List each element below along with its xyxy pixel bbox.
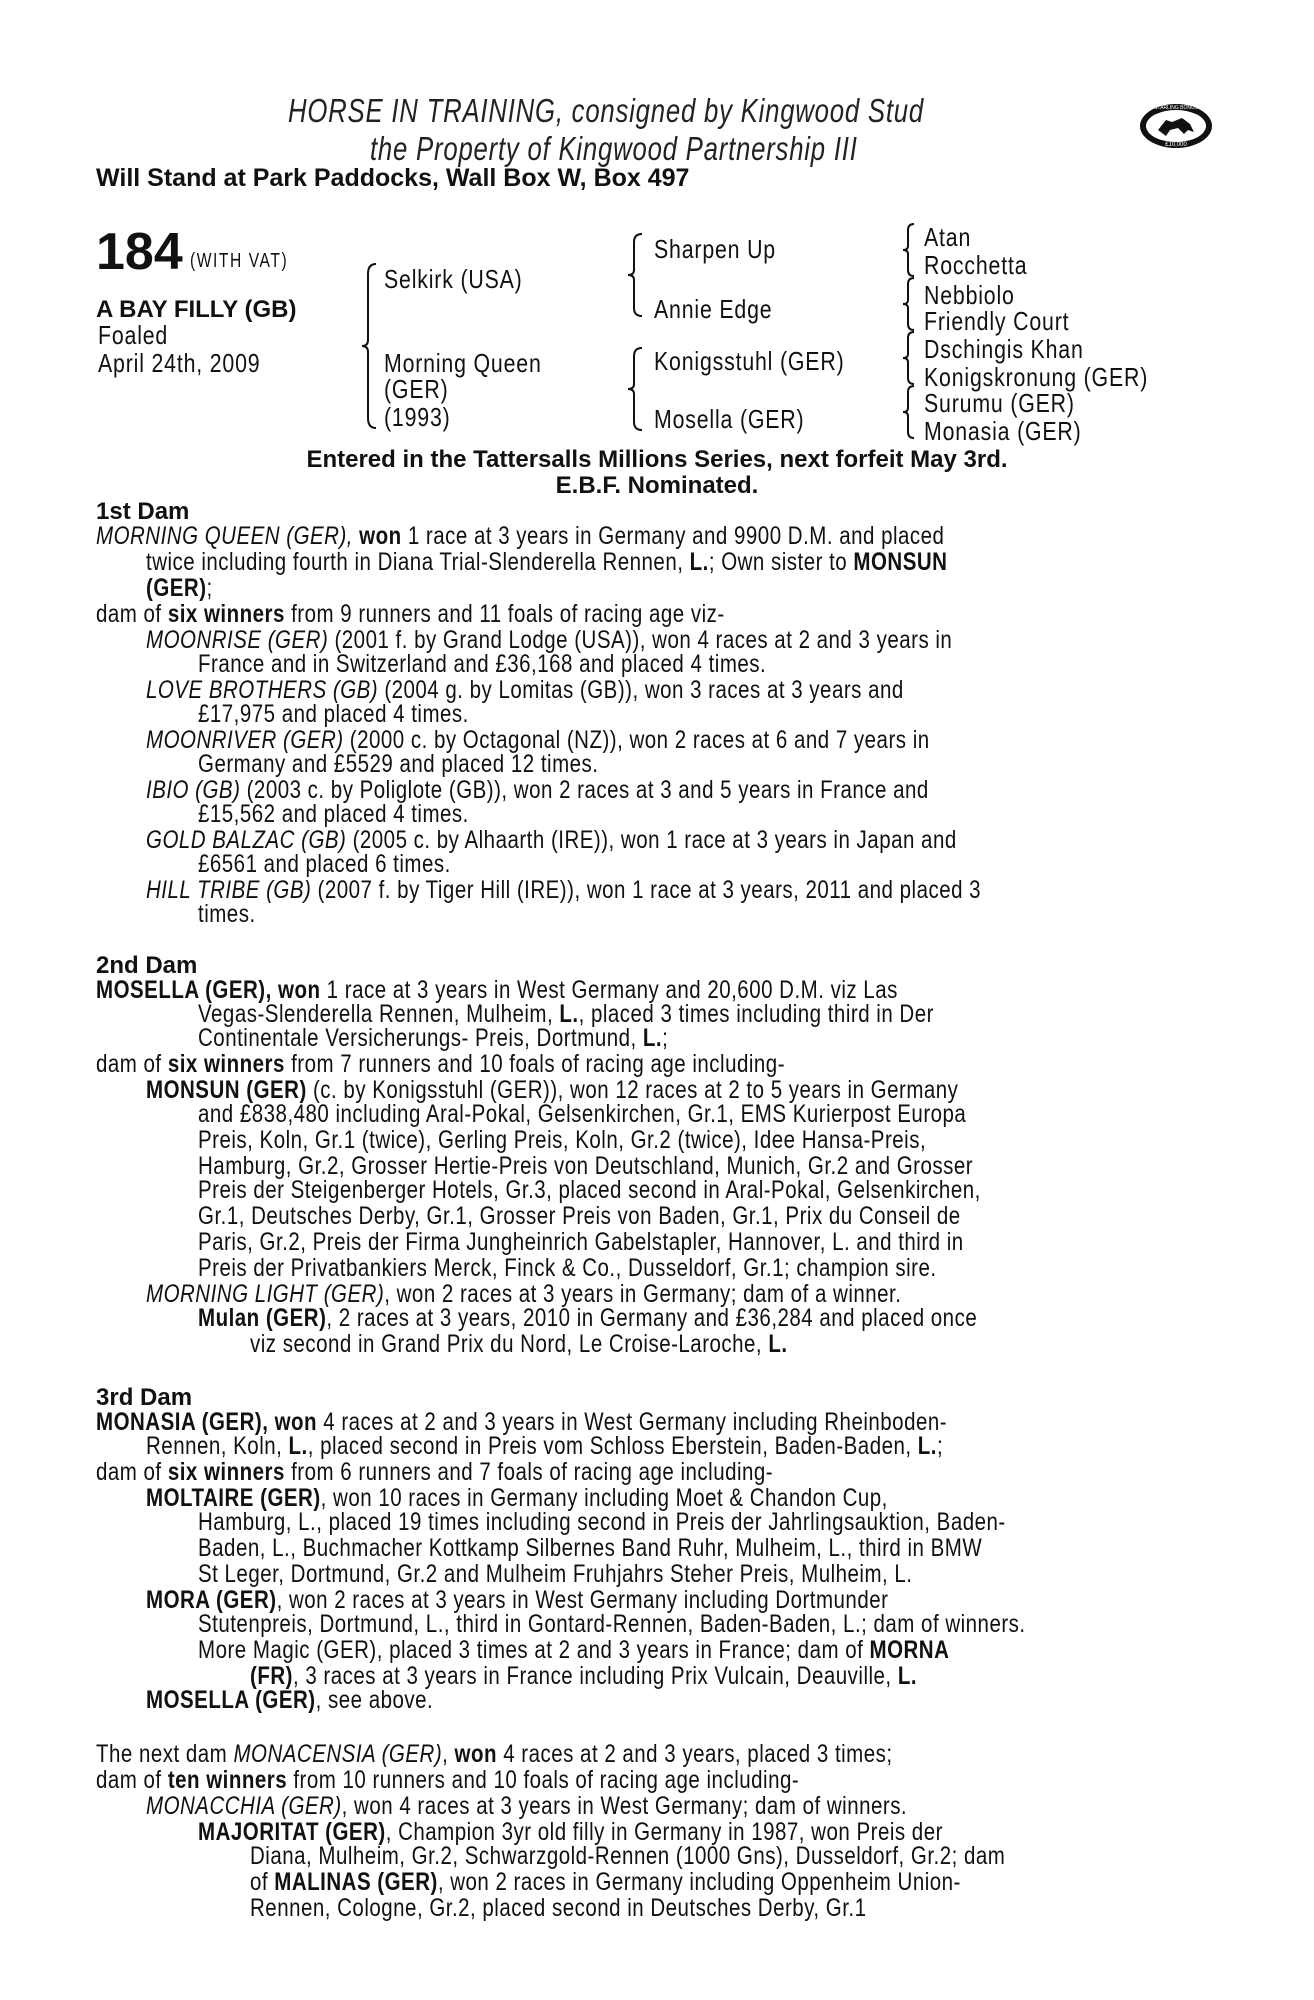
pedigree-sss: Atan (924, 222, 972, 252)
bracket-gg-2 (900, 276, 918, 332)
pedigree-sdd: Friendly Court (924, 306, 1070, 336)
horse-name: A BAY FILLY (GB) (96, 296, 297, 323)
monsun-line-5: Preis der Steigenberger Hotels, Gr.3, placed second in Aral-Pokal, Gelsenkirchen, (198, 1176, 981, 1204)
pedigree-ssd: Rocchetta (924, 250, 1028, 280)
progeny-5-line-2: £6561 and placed 6 times. (198, 850, 451, 878)
section-1st-dam: 1st Dam (96, 498, 190, 525)
pedigree-dam-line-1: Morning Queen (384, 348, 542, 378)
dam3-line-2: Rennen, Koln, L., placed second in Preis vom Schloss Eberstein, Baden-Baden, L.; (146, 1432, 944, 1460)
moltaire-line-4: St Leger, Dortmund, Gr.2 and Mulheim Fruhjahrs Steher Preis, Mulheim, L. (198, 1560, 913, 1588)
dam1-line-3: (GER); (146, 574, 213, 602)
mora-line-1: MORA (GER), won 2 races at 3 years in West Germany including Dortmunder (146, 1586, 889, 1614)
svg-text:£10,000: £10,000 (1165, 142, 1187, 148)
monsun-line-4: Hamburg, Gr.2, Grosser Hertie-Preis von Deutschland, Munich, Gr.2 and Grosser (198, 1152, 974, 1180)
mulan-line-1: Mulan (GER), 2 races at 3 years, 2010 in Germany and £36,284 and placed once (198, 1304, 978, 1332)
progeny-3-line-1: MOONRIVER (GER) (2000 c. by Octagonal (NZ)), won 2 races at 6 and 7 years in (146, 726, 930, 754)
dam3-line-3: dam of six winners from 6 runners and 7 foals of racing age including- (96, 1458, 774, 1486)
dam4-line-1: The next dam MONACENSIA (GER), won 4 races at 2 and 3 years, placed 3 times; (96, 1740, 893, 1768)
lot-number: 184 (96, 223, 183, 281)
sire-dam-bracket (360, 262, 380, 430)
pedigree-dsd: Konigskronung (GER) (924, 362, 1149, 392)
header-line-2: the Property of Kingwood Partnership III (370, 130, 858, 167)
foaled-date: April 24th, 2009 (98, 348, 261, 378)
bracket-gg-4 (900, 384, 918, 440)
dam1-line-1: MORNING QUEEN (GER), won 1 race at 3 years in Germany and 9900 D.M. and placed (96, 522, 945, 550)
pedigree-dam-line-3: (1993) (384, 402, 451, 432)
bracket-gg-1 (900, 222, 918, 278)
svg-text:STARLING BONUS: STARLING BONUS (1154, 105, 1198, 111)
monsun-line-6: Gr.1, Deutsches Derby, Gr.1, Grosser Preis von Baden, Gr.1, Prix du Conseil de (198, 1202, 961, 1230)
mulan-line-2: viz second in Grand Prix du Nord, Le Croise-Laroche, L. (250, 1330, 788, 1358)
mora-line-2: Stutenpreis, Dortmund, L., third in Gontard-Rennen, Baden-Baden, L.; dam of winners. (198, 1610, 1026, 1638)
pedigree-sire-sire: Sharpen Up (654, 234, 776, 264)
pedigree-dam-line-2: (GER) (384, 374, 449, 404)
moltaire-line-3: Baden, L., Buchmacher Kottkamp Silbernes Band Ruhr, Mulheim, L., third in BMW (198, 1534, 983, 1562)
pedigree-sire: Selkirk (USA) (384, 264, 523, 294)
progeny-5-line-1: GOLD BALZAC (GB) (2005 c. by Alhaarth (IRE)), won 1 race at 3 years in Japan and (146, 826, 957, 854)
bracket-gg-3 (900, 330, 918, 386)
dam2-line-3: Continentale Versicherungs- Preis, Dortmund, L.; (198, 1024, 669, 1052)
pedigree-dds: Surumu (GER) (924, 388, 1075, 418)
ebf-note: E.B.F. Nominated. (555, 472, 759, 499)
monsun-line-1: MONSUN (GER) (c. by Konigsstuhl (GER)), won 12 races at 2 to 5 years in Germany (146, 1076, 959, 1104)
mora-line-4: (FR), 3 races at 3 years in France including Prix Vulcain, Deauville, L. (250, 1662, 918, 1690)
monsun-line-2: and £838,480 including Aral-Pokal, Gelsenkirchen, Gr.1, EMS Kurierpost Europa (198, 1100, 967, 1128)
monsun-line-3: Preis, Koln, Gr.1 (twice), Gerling Preis, Koln, Gr.2 (twice), Idee Hansa-Preis, (198, 1126, 927, 1154)
progeny-6-line-1: HILL TRIBE (GB) (2007 f. by Tiger Hill (IRE)), won 1 race at 3 years, 2011 and placed 3 (146, 876, 982, 904)
vat-note: (WITH VAT) (190, 250, 289, 272)
sire-grandparents-bracket (626, 232, 646, 318)
progeny-1-line-2: France and in Switzerland and £36,168 and placed 4 times. (198, 650, 767, 678)
dam2-line-2: Vegas-Slenderella Rennen, Mulheim, L., placed 3 times including third in Der (198, 1000, 934, 1028)
progeny-2-line-1: LOVE BROTHERS (GB) (2004 g. by Lomitas (GB)), won 3 races at 3 years and (146, 676, 904, 704)
progeny-4-line-1: IBIO (GB) (2003 c. by Poliglote (GB)), won 2 races at 3 and 5 years in France and (146, 776, 929, 804)
pedigree-dam-dam: Mosella (GER) (654, 404, 805, 434)
pedigree-ddd: Monasia (GER) (924, 416, 1082, 446)
mosella-line: MOSELLA (GER), see above. (146, 1686, 434, 1714)
dam2-line-4: dam of six winners from 7 runners and 10 foals of racing age including- (96, 1050, 786, 1078)
dam1-line-2: twice including fourth in Diana Trial-Slenderella Rennen, L.; Own sister to MONSUN (146, 548, 948, 576)
entered-note: Entered in the Tattersalls Millions Series, next forfeit May 3rd. (306, 446, 1008, 473)
pedigree-sire-dam: Annie Edge (654, 294, 773, 324)
dam4-line-2: dam of ten winners from 10 runners and 10 foals of racing age including- (96, 1766, 800, 1794)
pedigree-sds: Nebbiolo (924, 280, 1015, 310)
header-line-1: HORSE IN TRAINING, consigned by Kingwood Stud (288, 92, 924, 129)
moltaire-line-1: MOLTAIRE (GER), won 10 races in Germany including Moet & Chandon Cup, (146, 1484, 888, 1512)
foaled-label: Foaled (98, 320, 169, 350)
stand-location: Will Stand at Park Paddocks, Wall Box W, Box 497 (96, 164, 690, 192)
majoritat-line-3: of MALINAS (GER), won 2 races in Germany including Oppenheim Union- (250, 1868, 961, 1896)
progeny-2-line-2: £17,975 and placed 4 times. (198, 700, 469, 728)
morning-light-line: MORNING LIGHT (GER), won 2 races at 3 years in Germany; dam of a winner. (146, 1280, 902, 1308)
moltaire-line-2: Hamburg, L., placed 19 times including second in Preis der Jahrlingsauktion, Baden- (198, 1508, 1006, 1536)
section-3rd-dam: 3rd Dam (96, 1384, 193, 1411)
majoritat-line-4: Rennen, Cologne, Gr.2, placed second in Deutsches Derby, Gr.1 (250, 1894, 867, 1922)
dam1-line-4: dam of six winners from 9 runners and 11 foals of racing age viz- (96, 600, 725, 628)
progeny-4-line-2: £15,562 and placed 4 times. (198, 800, 469, 828)
section-2nd-dam: 2nd Dam (96, 952, 198, 979)
monsun-line-8: Preis der Privatbankiers Merck, Finck & Co., Dusseldorf, Gr.1; champion sire. (198, 1254, 937, 1282)
monacchia-line: MONACCHIA (GER), won 4 races at 3 years in West Germany; dam of winners. (146, 1792, 908, 1820)
pedigree-dss: Dschingis Khan (924, 334, 1084, 364)
progeny-6-line-2: times. (198, 900, 256, 928)
mora-line-3: More Magic (GER), placed 3 times at 2 and 3 years in France; dam of MORNA (198, 1636, 950, 1664)
majoritat-line-1: MAJORITAT (GER), Champion 3yr old filly in Germany in 1987, won Preis der (198, 1818, 943, 1846)
progeny-1-line-1: MOONRISE (GER) (2001 f. by Grand Lodge (USA)), won 4 races at 2 and 3 years in (146, 626, 953, 654)
progeny-3-line-2: Germany and £5529 and placed 12 times. (198, 750, 599, 778)
dam3-line-1: MONASIA (GER), won 4 races at 2 and 3 years in West Germany including Rheinboden- (96, 1408, 948, 1436)
majoritat-line-2: Diana, Mulheim, Gr.2, Schwarzgold-Rennen (1000 Gns), Dusseldorf, Gr.2; dam (250, 1842, 1006, 1870)
starling-bonus-logo (1138, 100, 1214, 152)
dam2-line-1: MOSELLA (GER), won 1 race at 3 years in West Germany and 20,600 D.M. viz Las (96, 976, 898, 1004)
dam-grandparents-bracket (626, 346, 646, 432)
pedigree-dam-sire: Konigsstuhl (GER) (654, 346, 845, 376)
monsun-line-7: Paris, Gr.2, Preis der Firma Jungheinrich Gabelstapler, Hannover, L. and third in (198, 1228, 964, 1256)
